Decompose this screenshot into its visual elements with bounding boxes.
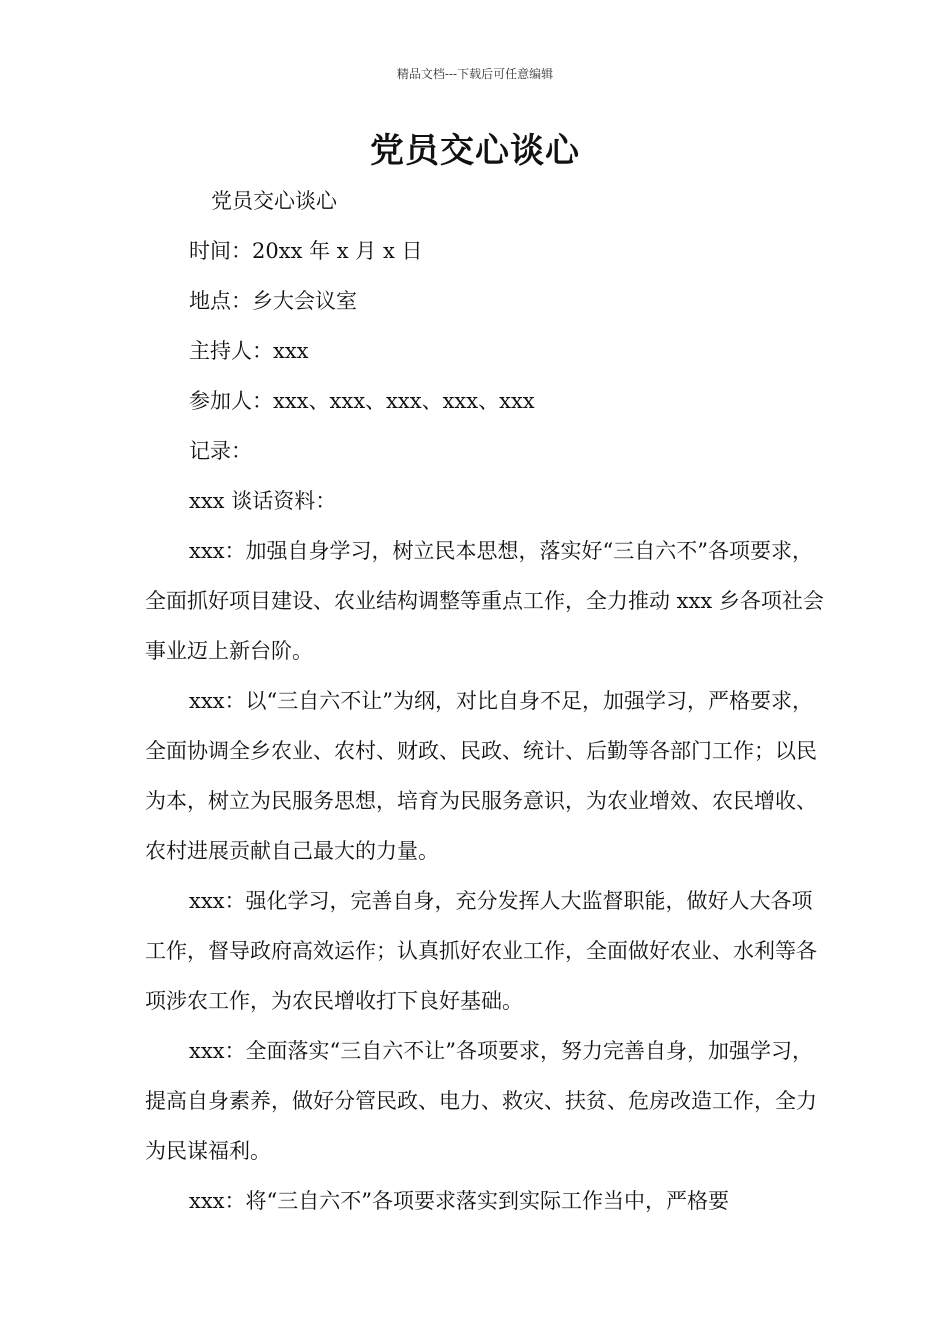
time-line: 时间：20xx 年 x 月 x 日 (189, 239, 423, 263)
document-body (145, 176, 825, 1226)
paragraph-4: xxx：全面落实“三自六不让”各项要求，努力完善自身，加强学习，提高自身素养，做好分管民政、电力、救灾、扶贫、危房改造工作，全力为民谋福利。 (145, 1039, 817, 1163)
record-line: 记录： (189, 439, 252, 463)
attendees-line: 参加人：xxx、xxx、xxx、xxx、xxx (189, 389, 535, 413)
subtitle-line: 党员交心谈心 (211, 189, 337, 213)
place-line: 地点：乡大会议室 (189, 289, 357, 313)
paragraph-5: xxx：将“三自六不”各项要求落实到实际工作当中，严格要 (189, 1189, 729, 1213)
document-title: 党员交心谈心 (370, 131, 580, 171)
paragraph-2: xxx：以“三自六不让”为纲，对比自身不足，加强学习，严格要求，全面协调全乡农业、农村、财政、民政、统计、后勤等各部门工作；以民为本，树立为民服务思想，培育为民服务意识，为农业增效、农民增收、农村进展贡献自己最大的力量。 (145, 689, 817, 863)
talk-heading: xxx 谈话资料： (189, 489, 337, 513)
paragraph-1: xxx：加强自身学习，树立民本思想，落实好“三自六不”各项要求，全面抓好项目建设、农业结构调整等重点工作，全力推动 xxx 乡各项社会事业迈上新台阶。 (145, 539, 824, 663)
host-line: 主持人：xxx (189, 339, 309, 363)
paragraph-3: xxx：强化学习，完善自身，充分发挥人大监督职能，做好人大各项工作，督导政府高效运作；认真抓好农业工作，全面做好农业、水利等各项涉农工作，为农民增收打下良好基础。 (145, 889, 817, 1013)
header-note: 精品文档---下载后可任意编辑 (396, 67, 554, 81)
